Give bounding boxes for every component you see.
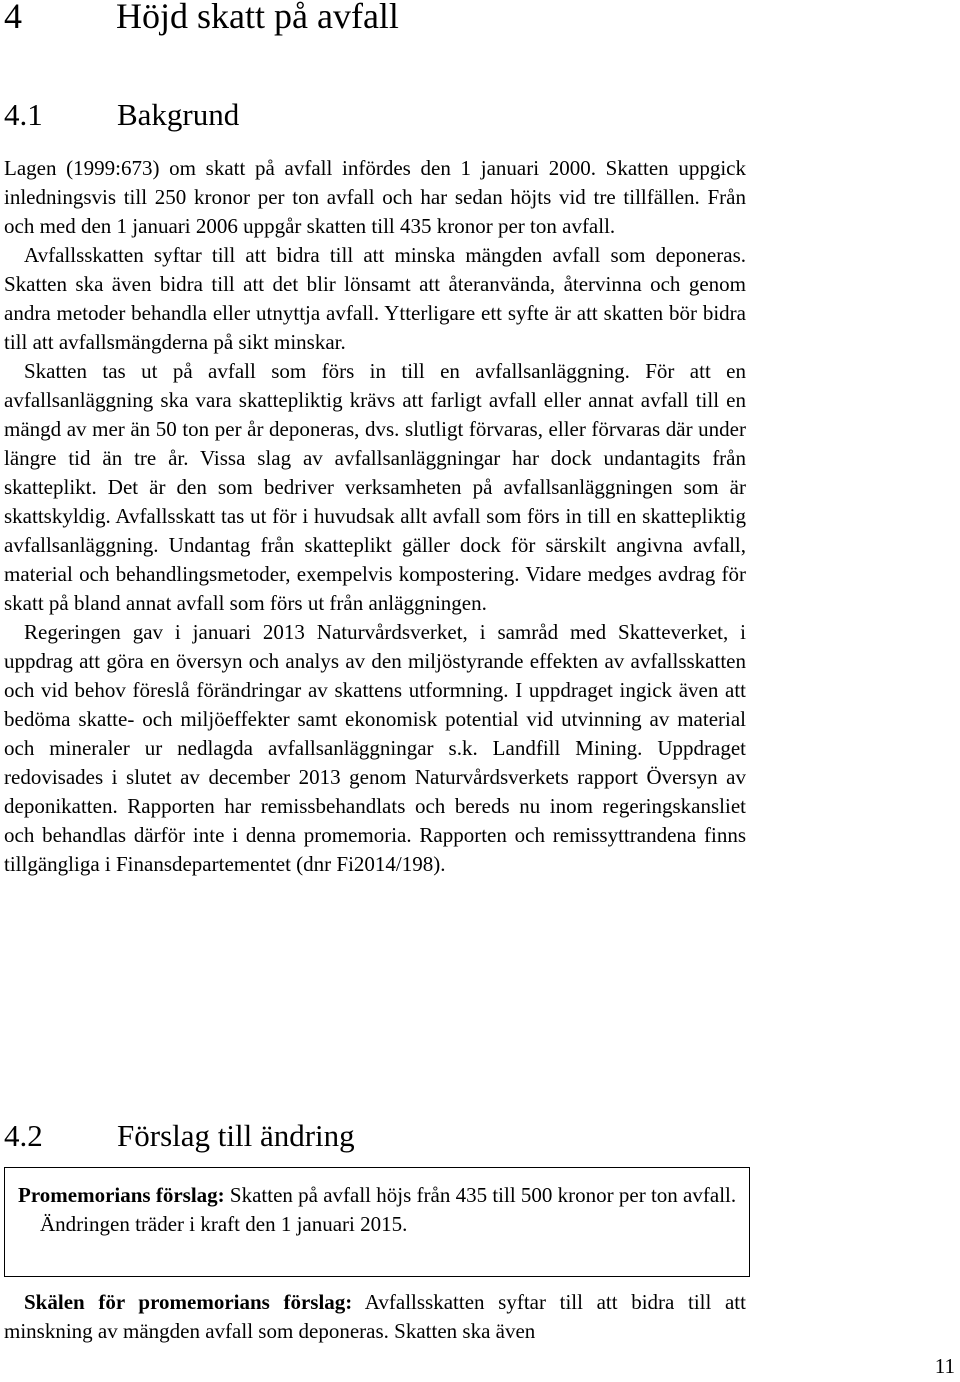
reasons-text: [4, 1288, 746, 1346]
chapter-title: Höjd skatt på avfall: [116, 0, 399, 36]
section-title: Förslag till ändring: [117, 1118, 355, 1153]
reasons-label: Skälen för promemorians förslag:: [24, 1290, 353, 1314]
proposal-box: [4, 1167, 750, 1277]
chapter-heading: [4, 0, 399, 38]
paragraph: Regeringen gav i januari 2013 Naturvårdsverket, i samråd med Skatteverket, i uppdrag att göra en översyn och analys av den miljöstyrande effekten av avfallsskatten och vid behov föreslå förändringar av skattens utformning. I uppdraget ingick även att bedöma skatte- och miljöeffekter samt ekonomisk potential vid utvinning av material och mineraler ur nedlagda avfallsanläggningar s.k. Landfill Mining. Uppdraget redovisades i slutet av december 2013 genom Naturvårdsverkets rapport Översyn av deponikatten. Rapporten har remissbehandlats och bereds nu inom regeringskansliet och behandlas därför inte i denna promemoria. Rapporten och remissyttrandena finns tillgängliga i Finansdepartementet (dnr Fi2014/198).: [4, 620, 746, 876]
page-number: 11: [934, 1354, 955, 1378]
background-text: [4, 154, 746, 879]
section-heading-background: [4, 96, 239, 134]
reasons-paragraph: [4, 1288, 746, 1346]
paragraph: Skatten tas ut på avfall som förs in till en avfallsanläggning. För att en avfallsanläggning ska vara skattepliktig krävs att farligt avfall eller annat avfall till en mängd av mer än 50 ton per år deponeras, dvs. slutligt förvaras, eller förvaras där under längre tid än tre år. Vissa slag av avfallsanläggningar har dock undantagits från skatteplikt. Det är den som bedriver verksamheten på avfallsanläggningen som är skattskyldig. Avfallsskatt tas ut för i huvudsak allt avfall som förs in till en skattepliktig avfallsanläggning. Undantag från skatteplikt gäller dock för särskilt angivna avfall, material och behandlingsmetoder, exempelvis kompostering. Vidare medges avdrag för skatt på bland annat avfall som förs ut från anläggningen.: [4, 359, 746, 615]
section-number: 4.1: [4, 97, 43, 132]
section-title: Bakgrund: [117, 97, 240, 132]
proposal-label: Promemorians förslag:: [18, 1183, 225, 1207]
reasons-body: Avfallsskatten syftar till att bidra till att minskning av mängden avfall som deponeras. Skatten ska även: [4, 1290, 746, 1343]
section-heading-proposal: [4, 1117, 355, 1155]
proposal-body: Skatten på avfall höjs från 435 till 500 kronor per ton avfall.: [224, 1183, 737, 1207]
proposal-effective-date: Ändringen träder i kraft den 1 januari 2015.: [40, 1212, 408, 1236]
paragraph: Avfallsskatten syftar till att bidra till att minska mängden avfall som deponeras. Skatten ska även bidra till att det blir lönsamt att återanvända, återvinna och genom andra metoder behandla eller utnyttja avfall. Ytterligare ett syfte är att skatten bör bidra till att avfallsmängderna på sikt minskar.: [4, 243, 746, 354]
paragraph: Lagen (1999:673) om skatt på avfall infördes den 1 januari 2000. Skatten uppgick inledningsvis till 250 kronor per ton avfall och har sedan höjts vid tre tillfällen. Från och med den 1 januari 2006 uppgår skatten till 435 kronor per ton avfall.: [4, 156, 746, 238]
proposal-text: [18, 1181, 737, 1210]
chapter-number: 4: [4, 0, 22, 36]
section-number: 4.2: [4, 1118, 43, 1153]
